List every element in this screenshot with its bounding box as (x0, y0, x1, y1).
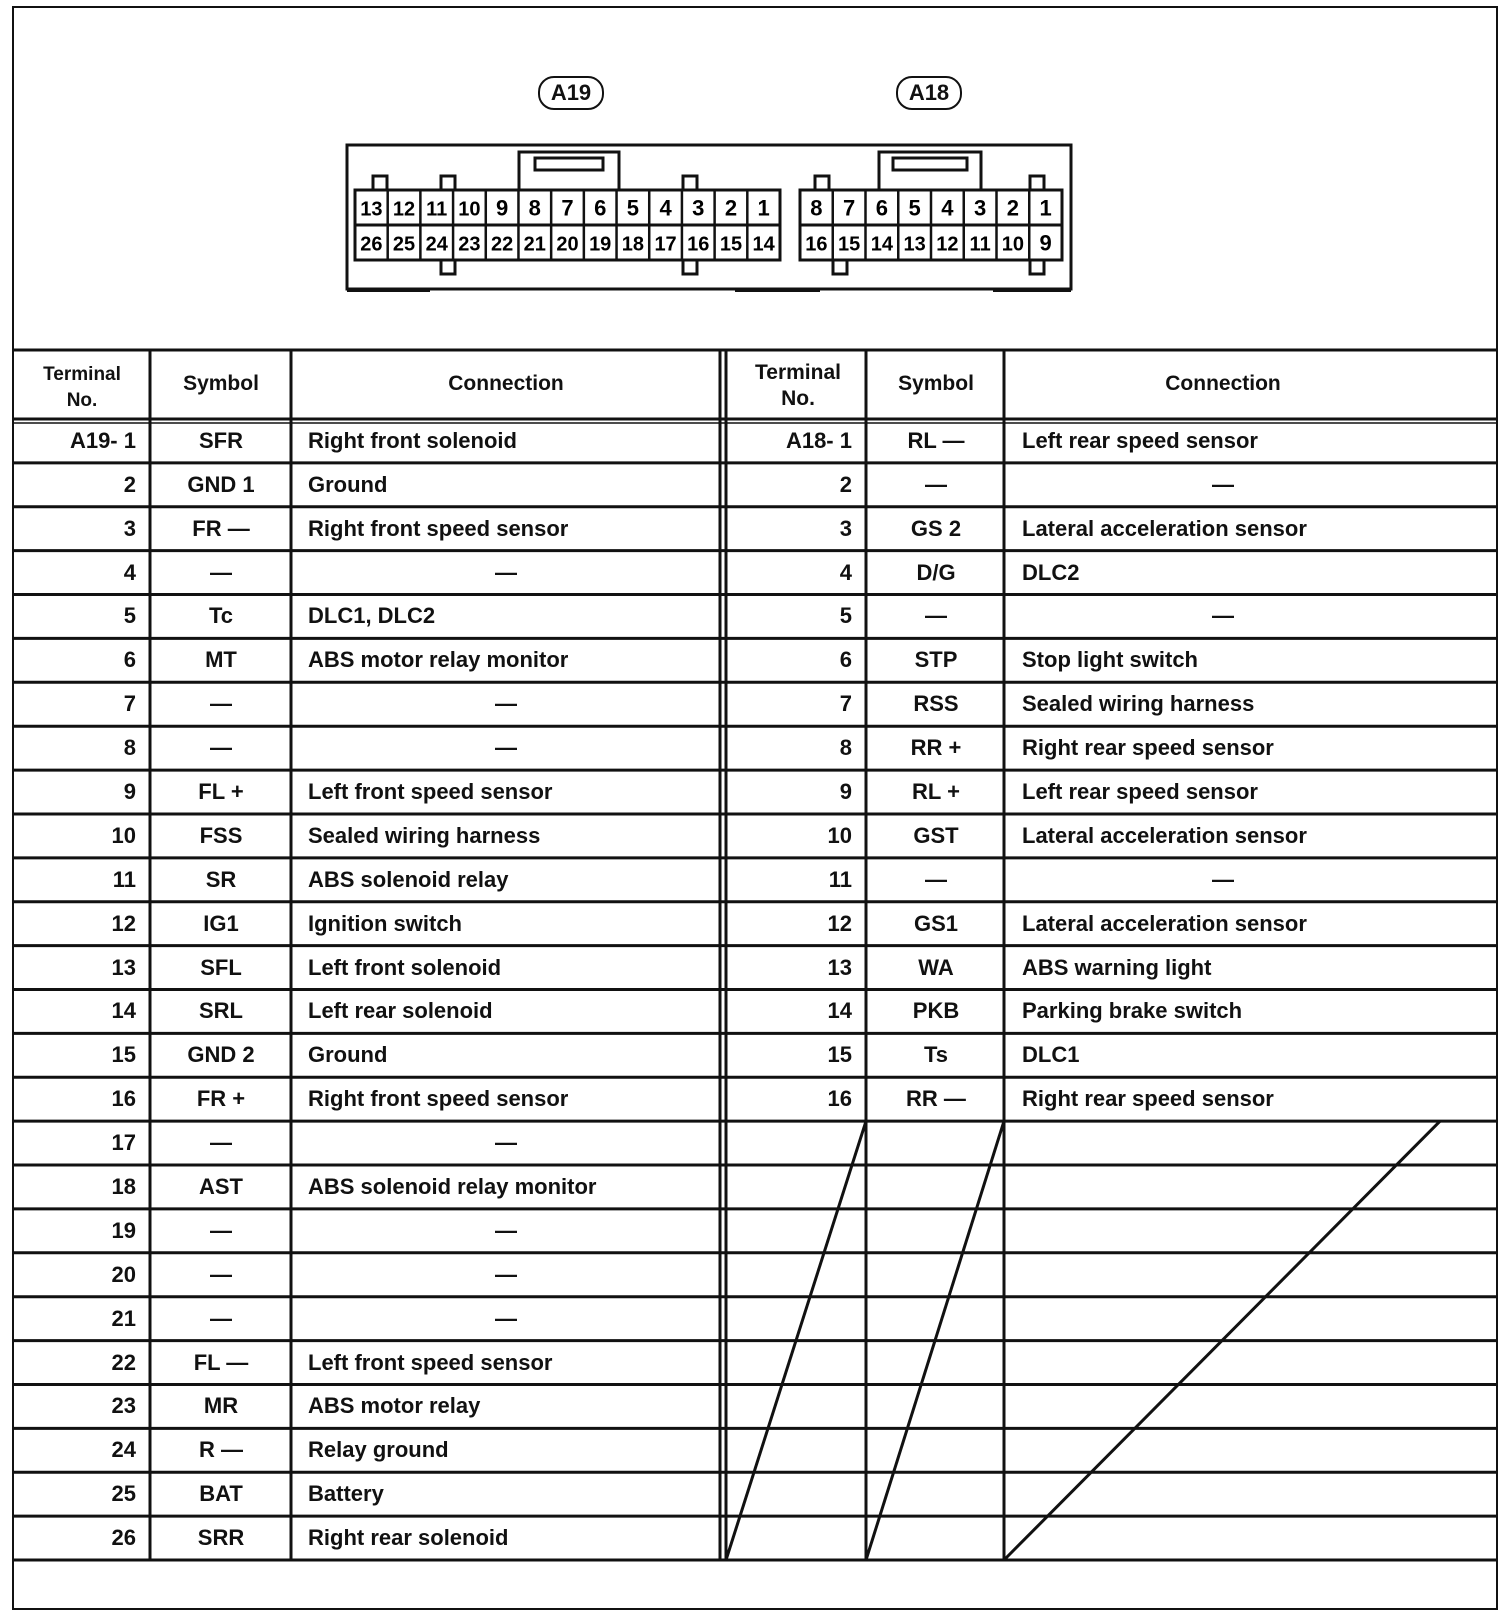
terminal-no: 26 (111, 1525, 136, 1551)
terminal-connection: Battery (308, 1481, 384, 1507)
terminal-connection: Lateral acceleration sensor (1022, 910, 1307, 936)
terminal-symbol: IG1 (203, 910, 239, 936)
terminal-symbol: — (210, 1261, 232, 1287)
terminal-symbol: GND 2 (187, 1042, 255, 1068)
terminal-symbol: Tc (208, 603, 234, 629)
terminal-no: 9 (839, 779, 852, 805)
terminal-symbol: RL + (912, 779, 960, 805)
a19-pin-26: 26 (360, 233, 383, 256)
terminal-no: 25 (111, 1481, 136, 1507)
terminal-connection: Right front speed sensor (308, 515, 569, 541)
terminal-connection: Sealed wiring harness (1022, 691, 1255, 717)
a19-pin-3: 3 (692, 195, 705, 221)
header-symbol-left: Symbol (183, 372, 259, 395)
terminal-connection: ABS warning light (1022, 954, 1212, 980)
terminal-connection: Right rear solenoid (308, 1525, 509, 1551)
a18-pin-2: 2 (1006, 195, 1019, 221)
terminal-no: 8 (123, 735, 136, 761)
terminal-connection: Ground (308, 471, 388, 497)
terminal-no: 2 (123, 471, 136, 497)
terminal-connection: — (495, 1305, 517, 1331)
header-connection-right: Connection (1165, 372, 1281, 395)
terminal-no: 5 (839, 603, 852, 629)
terminal-no: 13 (111, 954, 136, 980)
terminal-connection: Right front speed sensor (308, 1086, 569, 1112)
terminal-no: 3 (839, 515, 852, 541)
terminal-no: 19 (111, 1217, 136, 1243)
a19-pin-16: 16 (687, 233, 710, 256)
terminal-connection: Sealed wiring harness (308, 822, 541, 848)
terminal-symbol: STP (914, 647, 958, 673)
terminal-no: 13 (827, 954, 852, 980)
terminal-connection: — (495, 559, 517, 585)
terminal-symbol: FSS (199, 822, 243, 848)
a18-pin-8: 8 (810, 195, 823, 221)
terminal-connection: Left front solenoid (308, 954, 502, 980)
terminal-no: 16 (111, 1086, 136, 1112)
terminal-connection: Left rear speed sensor (1022, 427, 1258, 453)
a19-pin-12: 12 (392, 198, 416, 221)
terminal-connection: Ground (308, 1042, 388, 1068)
terminal-no: 14 (111, 998, 136, 1024)
a19-pin-14: 14 (752, 233, 775, 256)
terminal-symbol: RL — (907, 427, 965, 453)
terminal-no: 7 (123, 691, 136, 717)
terminal-symbol: SRR (197, 1525, 245, 1551)
terminal-symbol: — (210, 691, 232, 717)
a18-pin-11: 11 (969, 233, 991, 256)
terminal-connection: Lateral acceleration sensor (1022, 822, 1307, 848)
a18-pin-1: 1 (1039, 195, 1052, 221)
terminal-no: 7 (839, 691, 852, 717)
connector-label-a18: A18 (896, 76, 962, 110)
a18-pin-14: 14 (870, 233, 893, 256)
a18-pin-5: 5 (908, 195, 921, 221)
a19-pin-15: 15 (719, 233, 743, 256)
a18-pin-16: 16 (805, 233, 828, 256)
terminal-connection: — (495, 691, 517, 717)
terminal-connection: — (1212, 471, 1234, 497)
terminal-connection: ABS solenoid relay monitor (308, 1173, 597, 1199)
header-terminal-line2: No. (781, 387, 815, 410)
terminal-no: 6 (123, 647, 136, 673)
terminal-connection: Right front solenoid (308, 427, 517, 453)
terminal-no: 4 (123, 559, 136, 585)
terminal-connection: Lateral acceleration sensor (1022, 515, 1307, 541)
terminal-no: 2 (839, 471, 852, 497)
a19-pin-11: 11 (426, 198, 448, 221)
terminal-symbol: — (925, 471, 947, 497)
terminal-symbol: — (925, 603, 947, 629)
terminal-connection: — (495, 735, 517, 761)
terminal-no: 21 (111, 1305, 136, 1331)
terminal-no: 6 (839, 647, 852, 673)
a19-pin-5: 5 (626, 195, 640, 221)
a19-pin-6: 6 (594, 195, 607, 221)
terminal-symbol: RR — (906, 1086, 966, 1112)
terminal-connection: — (1212, 866, 1234, 892)
terminal-no: A19- 1 (69, 427, 136, 453)
terminal-connection: Parking brake switch (1022, 998, 1243, 1024)
a19-pin-8: 8 (528, 195, 541, 221)
terminal-no: 15 (827, 1042, 852, 1068)
terminal-symbol: FL — (193, 1349, 249, 1375)
a19-pin-22: 22 (490, 233, 514, 256)
terminal-no: 22 (111, 1349, 136, 1375)
terminal-no: 3 (123, 515, 136, 541)
terminal-symbol: GND 1 (187, 471, 255, 497)
terminal-symbol: MR (203, 1393, 239, 1419)
terminal-no: 9 (123, 779, 136, 805)
a18-pin-6: 6 (875, 195, 888, 221)
connector-label-a19: A19 (538, 76, 604, 110)
terminal-symbol: SRL (199, 998, 243, 1024)
terminal-connection: DLC2 (1022, 559, 1080, 585)
terminal-no: 24 (111, 1437, 136, 1463)
a19-pin-13: 13 (360, 198, 383, 221)
a18-pin-3: 3 (974, 195, 987, 221)
terminal-symbol: D/G (916, 559, 956, 585)
terminal-connection: Ignition switch (308, 910, 462, 936)
terminal-connection: — (495, 1261, 517, 1287)
terminal-symbol: GS1 (913, 910, 959, 936)
terminal-symbol: RR + (910, 735, 962, 761)
a19-pin-1: 1 (757, 195, 770, 221)
a19-pin-24: 24 (425, 233, 448, 256)
terminal-no: 15 (111, 1042, 136, 1068)
terminal-symbol: SFR (199, 427, 243, 453)
terminal-no: 8 (839, 735, 852, 761)
terminal-no: 18 (111, 1173, 136, 1199)
a19-pin-23: 23 (458, 233, 481, 256)
terminal-symbol: WA (918, 954, 954, 980)
terminal-connection: — (1212, 603, 1234, 629)
header-terminal-no-left (14, 362, 150, 414)
terminal-connection: Left front speed sensor (308, 1349, 553, 1375)
terminal-symbol: Ts (923, 1042, 949, 1068)
header-terminal-line1: Terminal (755, 361, 841, 384)
terminal-no: 11 (828, 866, 852, 892)
terminal-no: 14 (827, 998, 852, 1024)
terminal-symbol: SR (205, 866, 237, 892)
terminal-symbol: — (210, 735, 232, 761)
header-terminal-no-right (730, 360, 866, 412)
terminal-no: 11 (112, 866, 136, 892)
terminal-symbol: GS 2 (910, 515, 962, 541)
terminal-connection: — (495, 1130, 517, 1156)
terminal-symbol: FR + (196, 1086, 246, 1112)
a18-pin-9: 9 (1039, 230, 1052, 256)
a18-pin-12: 12 (936, 233, 959, 256)
terminal-no: 20 (111, 1261, 136, 1287)
terminal-connection: ABS motor relay (308, 1393, 481, 1419)
terminal-symbol: GST (913, 822, 959, 848)
terminal-symbol: — (210, 559, 232, 585)
terminal-connection: Left rear solenoid (308, 998, 493, 1024)
terminal-no: 12 (827, 910, 852, 936)
terminal-symbol: PKB (912, 998, 960, 1024)
terminal-symbol: — (925, 866, 947, 892)
terminal-no: 23 (111, 1393, 136, 1419)
a19-pin-21: 21 (523, 233, 546, 256)
a18-pin-7: 7 (843, 195, 856, 221)
terminal-no: 10 (111, 822, 136, 848)
a19-pin-4: 4 (659, 195, 672, 221)
a19-pin-20: 20 (556, 233, 579, 256)
header-symbol-right: Symbol (898, 372, 974, 395)
terminal-no: 17 (111, 1130, 136, 1156)
a19-pin-2: 2 (724, 195, 738, 221)
terminal-symbol: — (210, 1305, 232, 1331)
terminal-symbol: — (210, 1217, 232, 1243)
terminal-connection: DLC1, DLC2 (308, 603, 436, 629)
terminal-symbol: FR — (192, 515, 250, 541)
terminal-connection: Right rear speed sensor (1022, 735, 1274, 761)
terminal-symbol: SFL (200, 954, 242, 980)
terminal-symbol: BAT (199, 1481, 243, 1507)
terminal-symbol: R — (199, 1437, 243, 1463)
terminal-connection: — (495, 1217, 517, 1243)
a18-pin-13: 13 (903, 233, 926, 256)
terminal-connection: DLC1 (1022, 1042, 1080, 1068)
a19-pin-25: 25 (392, 233, 416, 256)
terminal-no: A18- 1 (785, 427, 852, 453)
terminal-symbol: MT (205, 647, 237, 673)
terminal-no: 5 (123, 603, 136, 629)
a19-pin-9: 9 (495, 195, 509, 221)
a18-pin-15: 15 (838, 233, 861, 256)
terminal-symbol: FL + (198, 779, 244, 805)
a19-pin-7: 7 (561, 195, 574, 221)
a18-pin-4: 4 (941, 195, 954, 221)
header-terminal-line2: No. (66, 390, 98, 411)
terminal-no: 12 (111, 910, 136, 936)
terminal-connection: Left rear speed sensor (1022, 779, 1258, 805)
terminal-no: 16 (827, 1086, 852, 1112)
terminal-connection: Relay ground (308, 1437, 449, 1463)
a19-pin-10: 10 (458, 198, 481, 221)
a19-pin-17: 17 (654, 233, 677, 256)
a19-pin-18: 18 (621, 233, 645, 256)
terminal-no: 10 (827, 822, 852, 848)
terminal-connection: ABS solenoid relay (308, 866, 509, 892)
terminal-connection: Stop light switch (1022, 647, 1198, 673)
header-connection-left: Connection (448, 372, 564, 395)
terminal-symbol: RSS (913, 691, 959, 717)
terminal-connection: ABS motor relay monitor (308, 647, 569, 673)
terminal-connection: Right rear speed sensor (1022, 1086, 1274, 1112)
terminal-symbol: AST (199, 1173, 243, 1199)
terminal-symbol: — (210, 1130, 232, 1156)
terminal-connection: Left front speed sensor (308, 779, 553, 805)
header-terminal-line1: Terminal (43, 364, 121, 385)
a19-pin-19: 19 (589, 233, 612, 256)
a18-pin-10: 10 (1001, 233, 1024, 256)
terminal-no: 4 (839, 559, 852, 585)
